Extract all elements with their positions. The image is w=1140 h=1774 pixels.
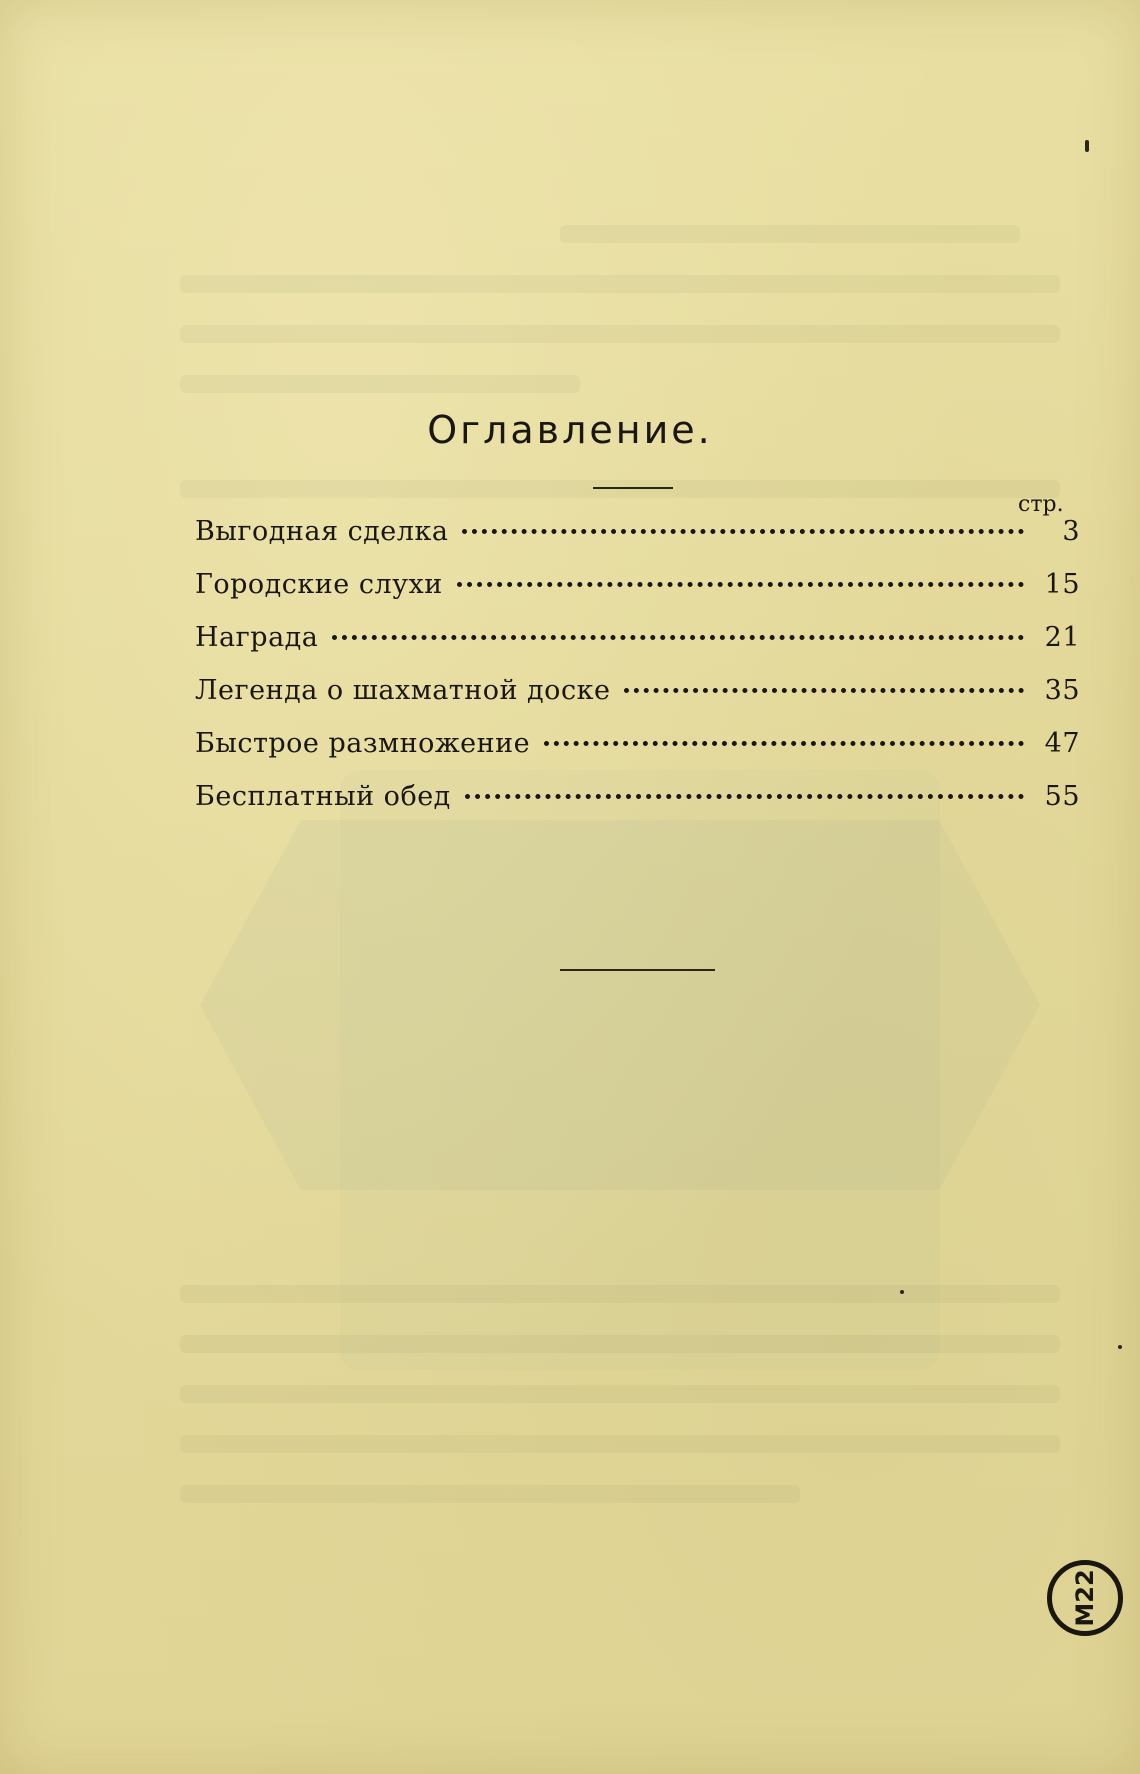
bleed-illustration-frame bbox=[340, 770, 940, 1370]
page-title: Оглавление. bbox=[427, 408, 713, 452]
toc-entry-title: Быстрое размножение bbox=[195, 728, 531, 759]
closing-divider bbox=[560, 969, 715, 971]
toc-entry-title: Бесплатный обед bbox=[195, 781, 451, 812]
bleed-text-line bbox=[180, 1335, 1060, 1353]
dot-leader bbox=[544, 741, 1024, 746]
dot-leader bbox=[332, 635, 1024, 640]
toc-entry-page: 55 bbox=[1044, 781, 1080, 812]
toc-entry-title: Выгодная сделка bbox=[195, 516, 449, 547]
toc-entry-title: Легенда о шахматной доске bbox=[195, 675, 611, 706]
toc-entry-title: Городские слухи bbox=[195, 569, 443, 600]
table-of-contents bbox=[195, 516, 1080, 834]
bleed-text-line bbox=[180, 480, 1060, 498]
toc-entry bbox=[195, 622, 1080, 675]
bleed-text-line bbox=[560, 225, 1020, 243]
bleed-text-line bbox=[180, 1435, 1060, 1453]
library-stamp: М22 bbox=[1047, 1560, 1123, 1636]
title-divider bbox=[593, 487, 673, 489]
bleed-octagon-plate bbox=[200, 820, 1040, 1190]
toc-entry bbox=[195, 781, 1080, 834]
toc-entry-page: 3 bbox=[1062, 516, 1080, 547]
bleed-text-line bbox=[180, 1285, 1060, 1303]
paper-speck bbox=[1085, 140, 1089, 152]
paper-speck bbox=[900, 1290, 904, 1294]
toc-entry-page: 21 bbox=[1044, 622, 1080, 653]
toc-entry bbox=[195, 516, 1080, 569]
dot-leader bbox=[457, 582, 1024, 587]
bleed-text-line bbox=[180, 325, 1060, 343]
paper-speck bbox=[1118, 1345, 1122, 1349]
toc-entry bbox=[195, 569, 1080, 622]
toc-entry-page: 35 bbox=[1044, 675, 1080, 706]
bleed-text-line bbox=[180, 1485, 800, 1503]
bleed-text-line bbox=[180, 1385, 1060, 1403]
toc-entry-title: Награда bbox=[195, 622, 319, 653]
toc-entry-page: 47 bbox=[1044, 728, 1080, 759]
dot-leader bbox=[465, 794, 1024, 799]
toc-entry bbox=[195, 675, 1080, 728]
bleed-text-line bbox=[180, 375, 580, 393]
dot-leader bbox=[624, 688, 1024, 693]
bleed-text-line bbox=[180, 275, 1060, 293]
dot-leader bbox=[462, 529, 1024, 534]
toc-entry-page: 15 bbox=[1044, 569, 1080, 600]
page-column-header: стр. bbox=[1018, 492, 1064, 517]
toc-entry bbox=[195, 728, 1080, 781]
